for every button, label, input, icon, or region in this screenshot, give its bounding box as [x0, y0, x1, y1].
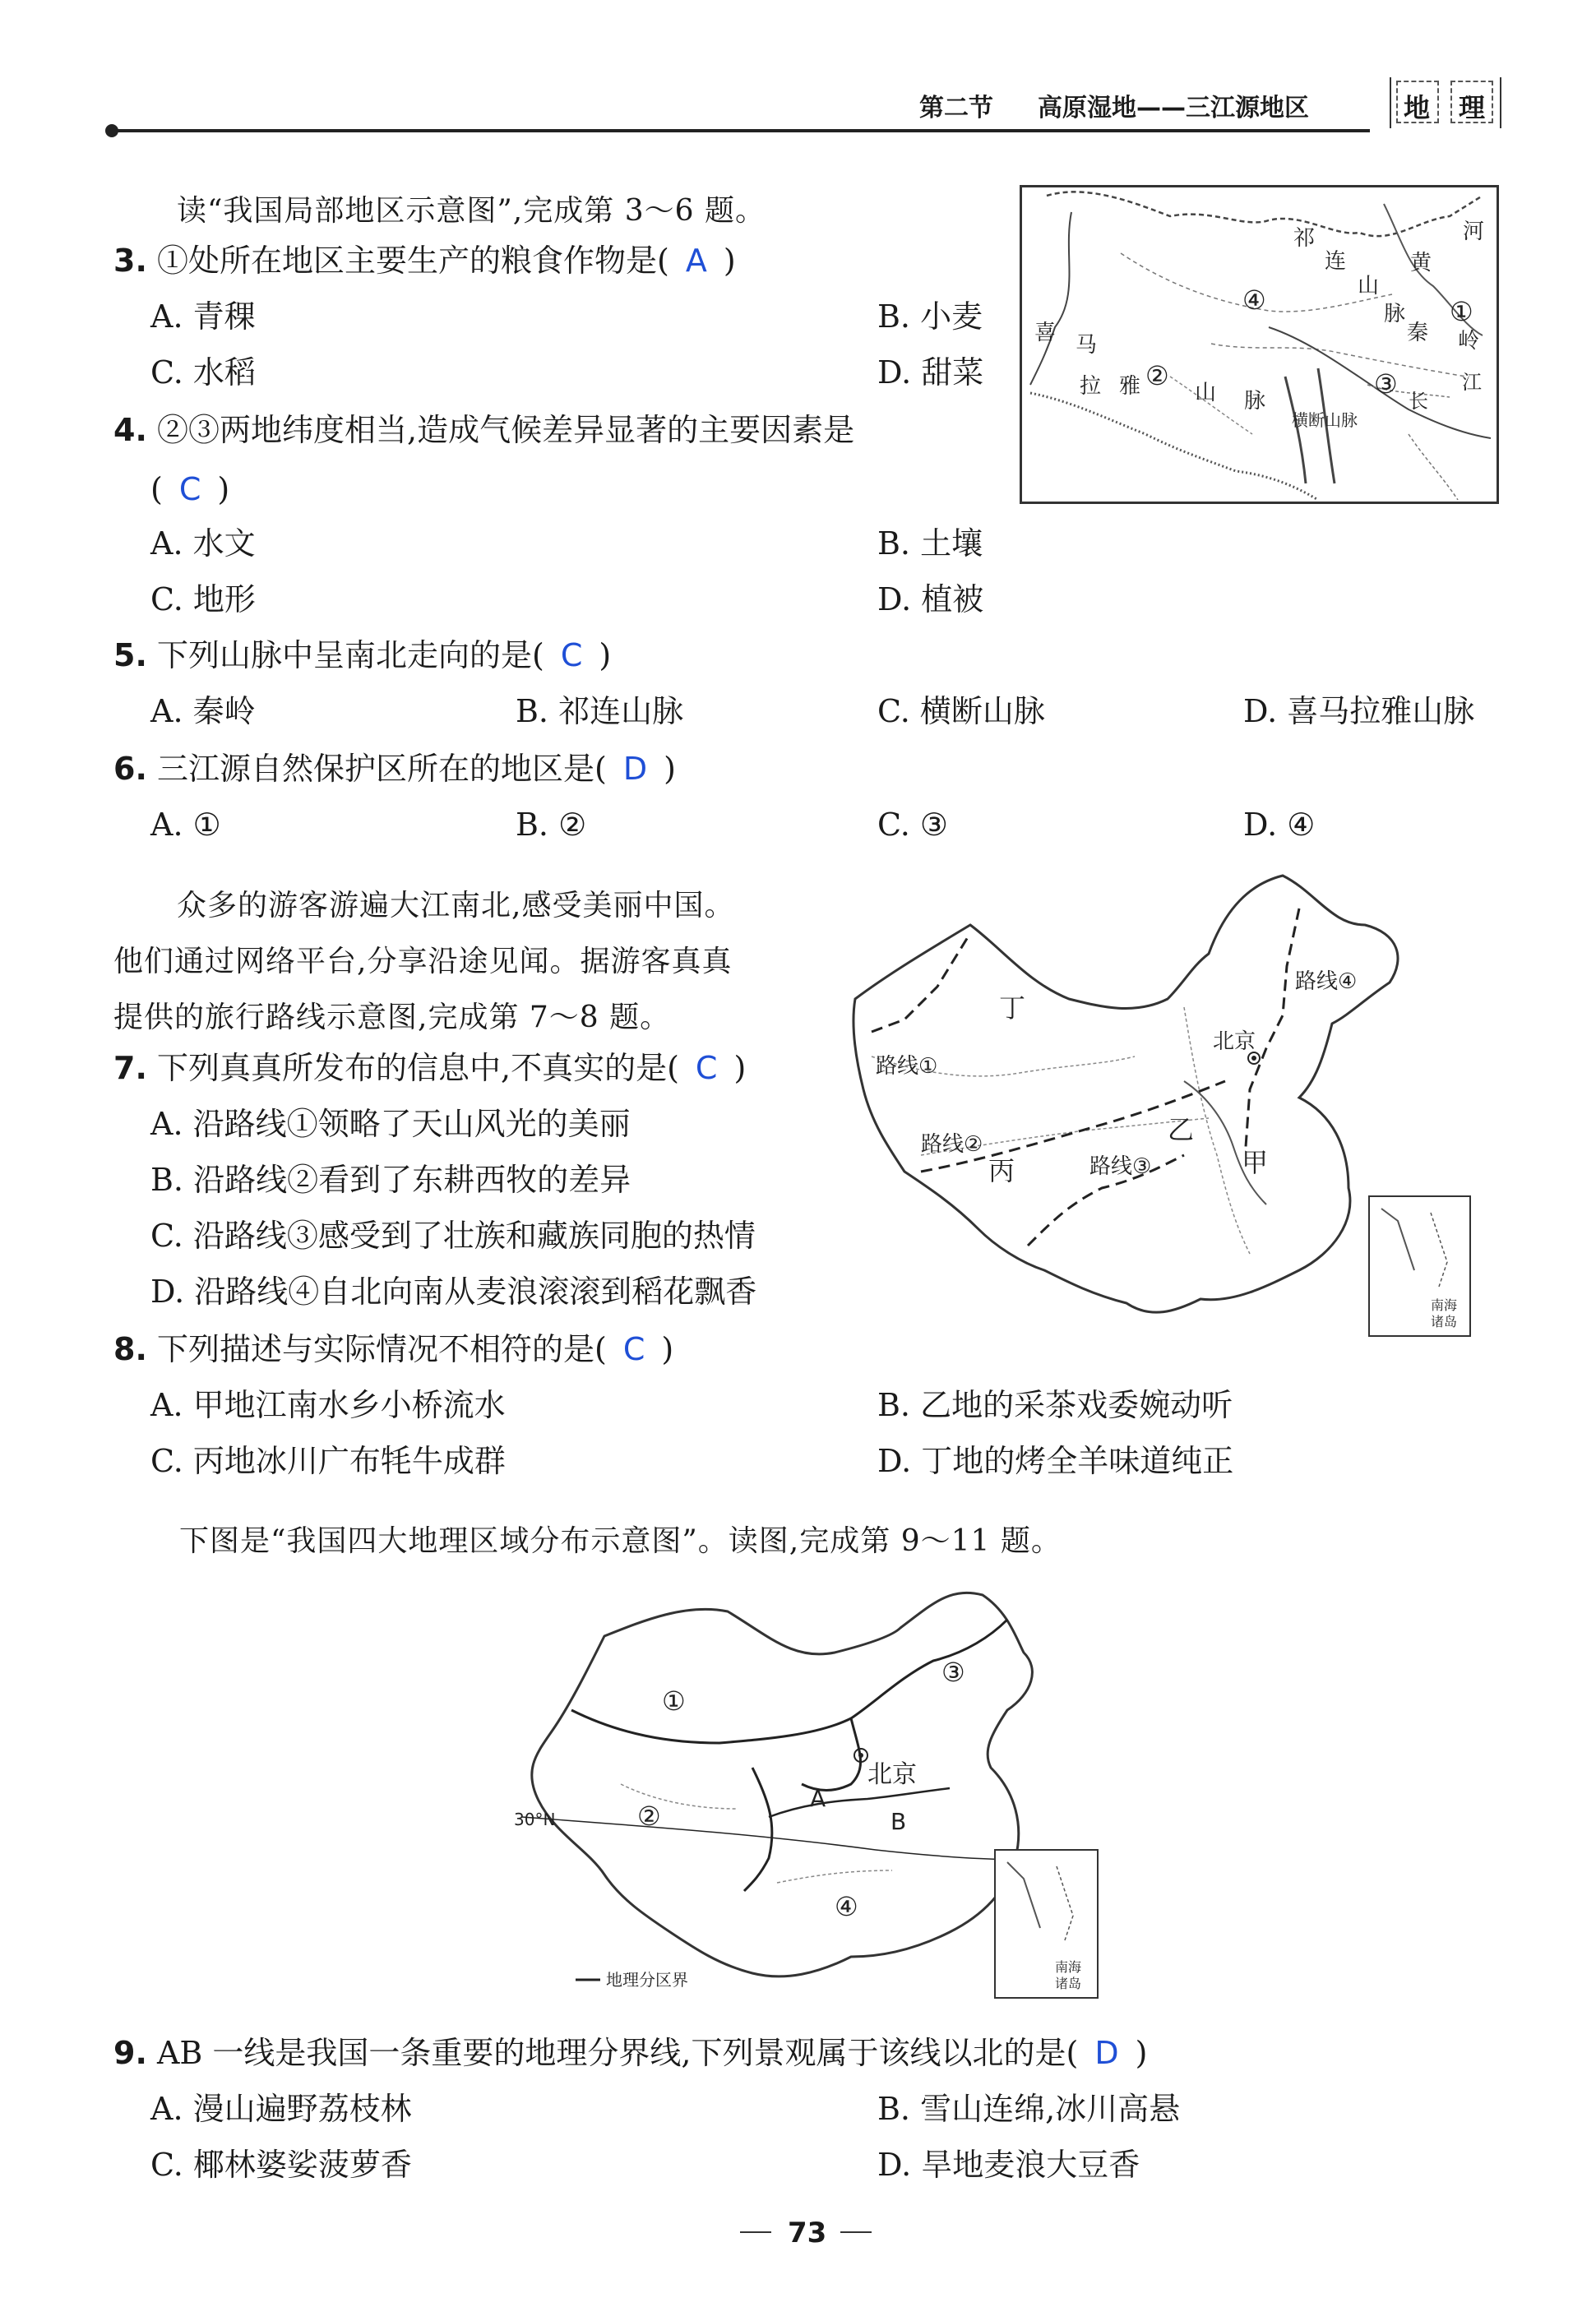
q9-number: 9.	[113, 2035, 147, 2071]
map3-legend: 地理分区界	[606, 1970, 688, 1990]
header-title: 高原湿地——三江源地区	[1038, 94, 1309, 123]
q8-answer: C	[622, 1331, 645, 1367]
q4-answer: C	[178, 471, 201, 507]
q9-answer: D	[1094, 2035, 1119, 2071]
part3-intro: 下图是“我国四大地理区域分布示意图”。读图,完成第 9～11 题。	[179, 1524, 1062, 1558]
map3-latitude: 30°N	[514, 1810, 556, 1829]
part2-intro-line3: 提供的旅行路线示意图,完成第 7～8 题。	[113, 1001, 671, 1034]
q7-option-b: B. 沿路线②看到了东耕西牧的差异	[150, 1162, 631, 1198]
q7-stem: 下列真真所发布的信息中,不真实的是(	[156, 1050, 679, 1086]
map1-chang: 长	[1409, 390, 1428, 413]
q4-option-c: C. 地形	[150, 581, 256, 617]
q3-option-a: A. 青稞	[150, 298, 256, 335]
q7-close: )	[733, 1050, 747, 1086]
q5-option-a: A. 秦岭	[150, 693, 256, 729]
map3-inset-1: 南海	[1055, 1959, 1082, 1975]
map2-bing: 丙	[988, 1155, 1015, 1186]
map2-jia: 甲	[1242, 1147, 1269, 1178]
map1-qin: 秦	[1407, 321, 1429, 345]
map2-route2: 路线②	[921, 1132, 983, 1157]
map1-num-4: ④	[1242, 284, 1266, 316]
q8-number: 8.	[113, 1331, 147, 1367]
map1-he: 河	[1463, 220, 1485, 244]
page-number: 73	[788, 2217, 827, 2249]
q5-stem: 下列山脉中呈南北走向的是(	[156, 637, 544, 673]
q3-stem: ①处所在地区主要生产的粮食作物是(	[156, 243, 669, 279]
q9-option-c: C. 椰林婆娑菠萝香	[150, 2147, 412, 2183]
map1-himalaya-6: 脉	[1244, 389, 1266, 414]
part2-intro-line2: 他们通过网络平台,分享沿途见闻。据游客真真	[113, 945, 733, 978]
question-9	[113, 2037, 1147, 2069]
q6-option-b: B. ②	[516, 807, 587, 843]
map-regional-svg	[1022, 187, 1497, 502]
header-section: 第二节	[919, 94, 993, 123]
q6-number: 6.	[113, 751, 147, 787]
map1-ling: 岭	[1458, 329, 1480, 354]
q8-option-d: D. 丁地的烤全羊味道纯正	[877, 1443, 1234, 1479]
map3-num-3: ③	[941, 1657, 965, 1688]
q3-option-c: C. 水稻	[150, 354, 256, 391]
q3-number: 3.	[113, 243, 147, 279]
q4-answer-line	[150, 471, 230, 507]
q6-stem: 三江源自然保护区所在的地区是(	[156, 751, 607, 787]
map2-yi: 乙	[1168, 1114, 1195, 1145]
map1-num-3: ③	[1374, 368, 1398, 400]
page-header	[0, 0, 1596, 140]
header-rule	[112, 129, 1370, 132]
page-footer	[740, 2212, 872, 2253]
map3-num-1: ①	[662, 1685, 686, 1717]
map1-qilian-2: 连	[1325, 249, 1347, 274]
part1-intro: 读“我国局部地区示意图”,完成第 3～6 题。	[177, 194, 766, 228]
q3-option-b: B. 小麦	[877, 298, 983, 335]
q8-stem: 下列描述与实际情况不相符的是(	[156, 1331, 607, 1367]
question-8	[113, 1331, 674, 1367]
q9-option-d: D. 旱地麦浪大豆香	[877, 2147, 1140, 2183]
map1-qilian-3: 山	[1358, 274, 1380, 298]
q6-option-d: D. ④	[1243, 807, 1316, 843]
q4-stem: ②③两地纬度相当,造成气候差异显著的主要因素是	[156, 412, 855, 448]
map1-qilian-1: 祁	[1293, 226, 1316, 251]
q4-open: (	[150, 471, 163, 507]
q4-number: 4.	[113, 412, 147, 448]
q5-option-b: B. 祁连山脉	[516, 693, 684, 729]
map3-num-4: ④	[835, 1891, 858, 1922]
q9-option-b: B. 雪山连绵,冰川高悬	[877, 2091, 1181, 2127]
q7-option-d: D. 沿路线④自北向南从麦浪滚滚到稻花飘香	[150, 1274, 757, 1310]
q5-number: 5.	[113, 637, 147, 673]
q4-option-a: A. 水文	[150, 525, 256, 562]
q7-number: 7.	[113, 1050, 147, 1086]
q8-option-c: C. 丙地冰川广布牦牛成群	[150, 1443, 506, 1479]
question-5	[113, 637, 612, 673]
header-subject-1: 地	[1404, 92, 1431, 123]
q7-option-a: A. 沿路线①领略了天山风光的美丽	[150, 1106, 631, 1142]
map1-himalaya-4: 雅	[1119, 374, 1141, 399]
map1-himalaya-2: 马	[1076, 333, 1098, 358]
q5-option-c: C. 横断山脉	[877, 693, 1045, 729]
q8-close: )	[661, 1331, 674, 1367]
map-travel-routes	[839, 876, 1458, 1352]
map2-inset-1: 南海	[1431, 1297, 1458, 1313]
q3-answer: A	[685, 243, 707, 279]
map3-beijing: 北京	[867, 1760, 917, 1789]
map2-inset-2: 诸岛	[1431, 1314, 1458, 1329]
q8-option-a: A. 甲地江南水乡小桥流水	[150, 1387, 506, 1423]
map2-route1: 路线①	[876, 1054, 938, 1079]
q9-stem: AB 一线是我国一条重要的地理分界线,下列景观属于该线以北的是(	[156, 2035, 1079, 2071]
map1-qilian-4: 脉	[1384, 302, 1406, 326]
map3-label-a: A	[810, 1785, 826, 1812]
question-7	[113, 1052, 746, 1084]
map1-himalaya-1: 喜	[1034, 321, 1057, 345]
q8-option-b: B. 乙地的采茶戏委婉动听	[877, 1387, 1233, 1423]
map-regional	[1020, 185, 1499, 504]
q4-close: )	[217, 471, 230, 507]
question-3	[113, 243, 736, 279]
q5-option-d: D. 喜马拉雅山脉	[1243, 693, 1475, 729]
q6-option-c: C. ③	[877, 807, 948, 843]
map-four-regions	[506, 1587, 1106, 2006]
q7-answer: C	[695, 1050, 718, 1086]
question-4	[113, 414, 854, 446]
q5-close: )	[599, 637, 612, 673]
map3-num-2: ②	[637, 1801, 661, 1832]
part2-intro-line1: 众多的游客游遍大江南北,感受美丽中国。	[177, 889, 735, 922]
map2-beijing: 北京	[1213, 1029, 1256, 1054]
q9-option-a: A. 漫山遍野荔枝林	[150, 2091, 412, 2127]
q6-option-a: A. ①	[150, 807, 221, 843]
header-subject-box	[1390, 77, 1501, 128]
map2-ding: 丁	[999, 992, 1026, 1024]
header-dot	[105, 124, 118, 137]
q5-answer: C	[560, 637, 583, 673]
q3-close: )	[723, 243, 736, 279]
question-6	[113, 751, 676, 787]
map1-huang: 黄	[1410, 251, 1432, 275]
map3-inset-2: 诸岛	[1055, 1976, 1082, 1991]
map3-label-b: B	[891, 1808, 907, 1835]
map1-num-1: ①	[1450, 296, 1473, 327]
q6-close: )	[664, 751, 676, 787]
map1-hengduan: 横断山脉	[1292, 410, 1358, 430]
q3-option-d: D. 甜菜	[877, 354, 984, 391]
map2-route4: 路线④	[1295, 969, 1358, 994]
map2-route3: 路线③	[1089, 1154, 1152, 1179]
map1-himalaya-3: 拉	[1080, 374, 1102, 399]
map-four-regions-svg	[506, 1587, 1106, 2006]
q7-option-c: C. 沿路线③感受到了壮族和藏族同胞的热情	[150, 1218, 756, 1254]
map-travel-routes-svg	[839, 876, 1458, 1352]
q4-option-d: D. 植被	[877, 581, 984, 617]
q9-close: )	[1135, 2035, 1148, 2071]
map1-jiang: 江	[1462, 371, 1482, 394]
q4-option-b: B. 土壤	[877, 525, 983, 562]
header-subject-2: 理	[1459, 92, 1486, 123]
q6-answer: D	[622, 751, 648, 787]
map1-himalaya-5: 山	[1195, 381, 1217, 405]
map1-num-2: ②	[1145, 360, 1169, 391]
